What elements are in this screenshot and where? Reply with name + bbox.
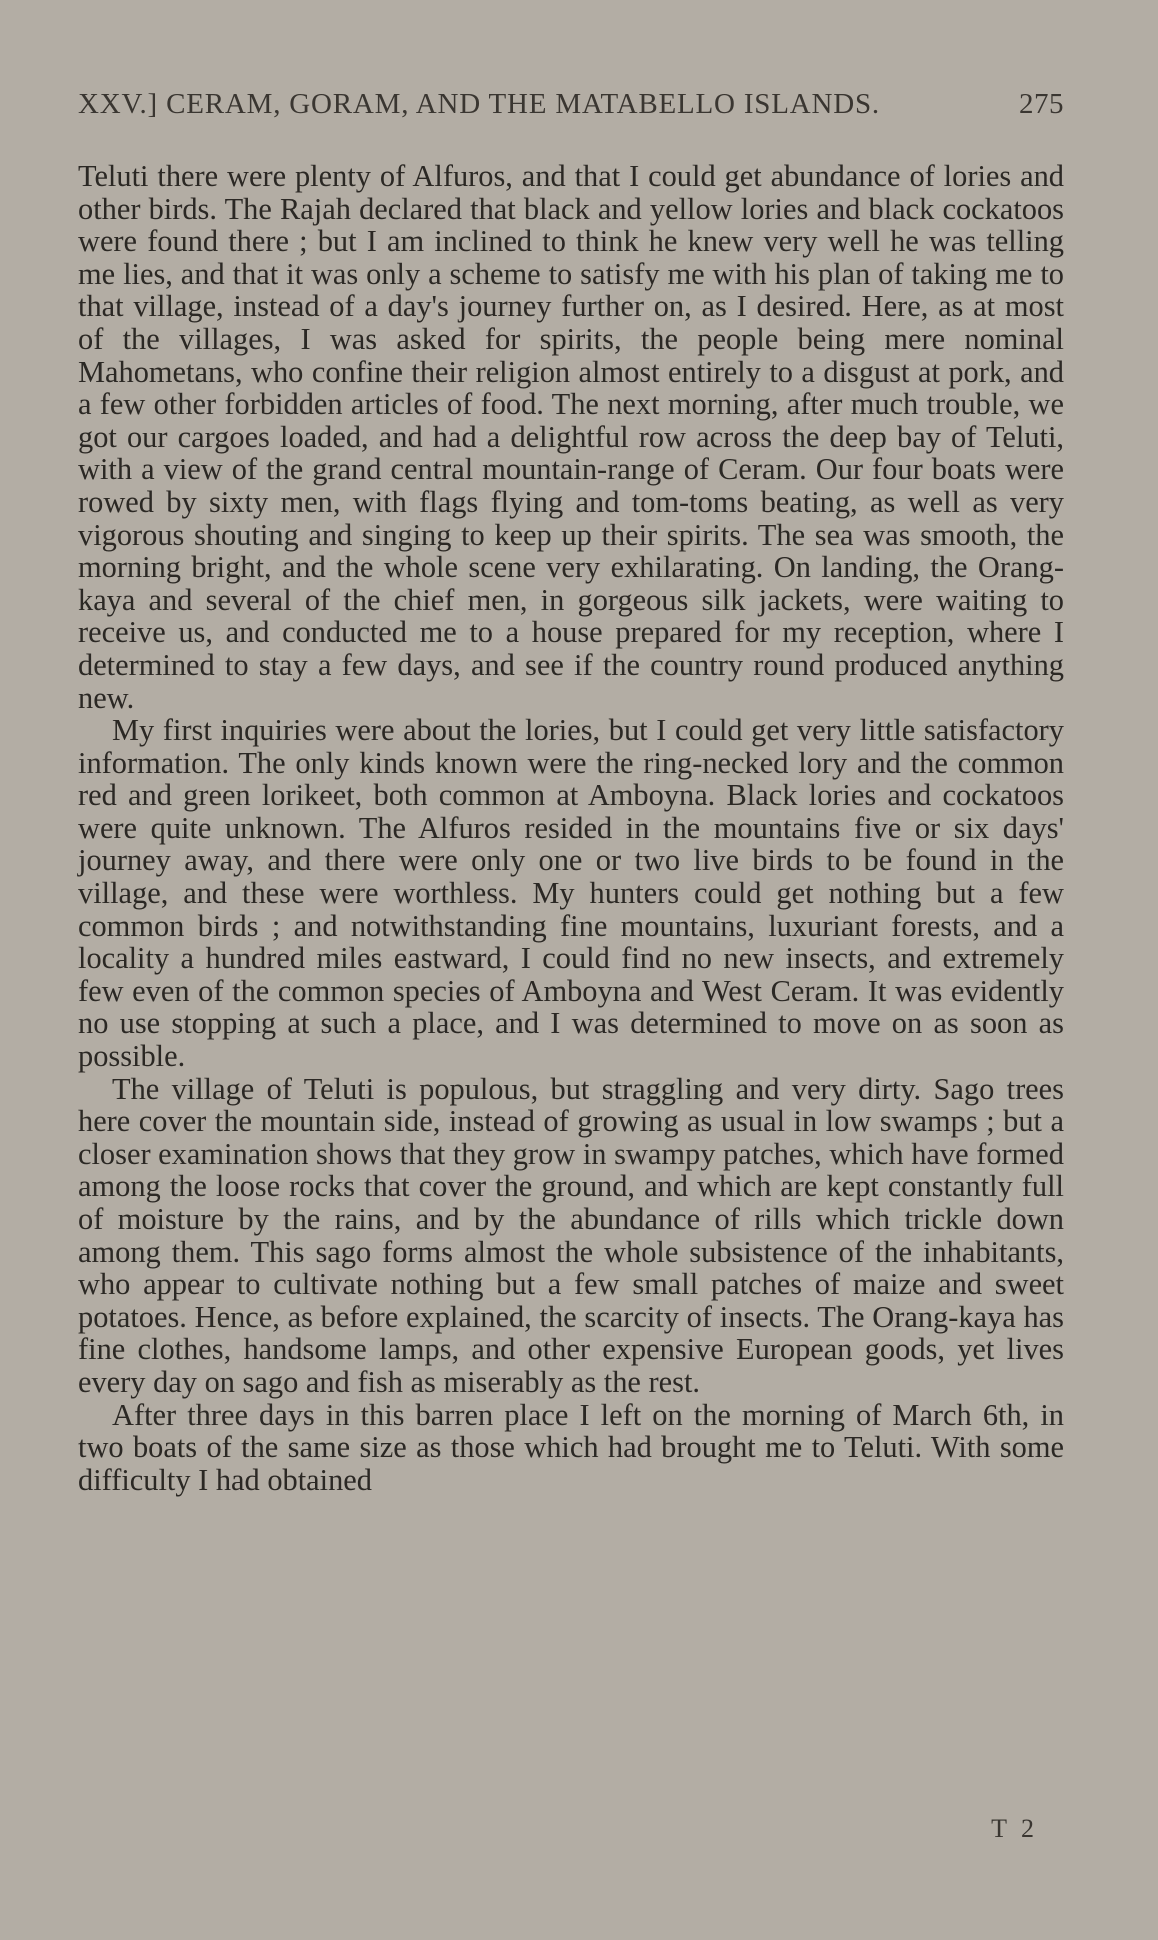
chapter-number: XXV.] — [78, 88, 158, 120]
signature-label: T 2 — [991, 1814, 1038, 1843]
book-page — [78, 88, 1064, 1843]
running-head — [78, 88, 1064, 132]
chapter-title: CERAM, GORAM, AND THE MATABELLO ISLANDS. — [166, 88, 880, 120]
paragraph-2: My first inquiries were about the lories, but I could get very little satisfactory information. The only kinds known were the ring-necked lory and the common red and green lorikeet, both common at Amboyna. Black lories and cockatoos were quite unknown. The Alfuros resided in the mountains five or six days' journey away, and there were only one or two live birds to be found in the village, and these were worthless. My hunters could get nothing but a few common birds ; and notwithstanding fine mountains, luxuriant forests, and a locality a hundred miles eastward, I could find no new insects, and extremely few even of the common species of Amboyna and West Ceram. It was evidently no use stopping at such a place, and I was determined to move on as soon as possible. — [78, 713, 1064, 1074]
signature-mark — [78, 1814, 1064, 1844]
running-title — [78, 88, 880, 121]
paragraph-3: The village of Teluti is populous, but straggling and very dirty. Sago trees here cover the mountain side, instead of growing as usual in low swamps ; but a closer examination shows that they grow in swampy patches, which have formed among the loose rocks that cover the ground, and which are kept constantly full of moisture by the rains, and by the abundance of rills which trickle down among them. This sago forms almost the whole subsistence of the inhabitants, who appear to cultivate nothing but a few small patches of maize and sweet potatoes. Hence, as before explained, the scarcity of insects. The Orang-kaya has fine clothes, handsome lamps, and other expensive European goods, yet lives every day on sago and fish as miserably as the rest. — [78, 1071, 1064, 1399]
body-text — [78, 160, 1064, 1496]
page-number: 275 — [1019, 88, 1064, 120]
paragraph-4: After three days in this barren place I left on the morning of March 6th, in two boats of the same size as those which had brought me to Teluti. With some difficulty I had obtained — [78, 1397, 1064, 1497]
paragraph-1: Teluti there were plenty of Alfuros, and that I could get abundance of lories and other birds. The Rajah declared that black and yellow lories and black cockatoos were found there ; but I am inclined to think he knew very well he was telling me lies, and that it was only a scheme to satisfy me with his plan of taking me to that village, instead of a day's journey further on, as I desired. Here, as at most of the villages, I was asked for spirits, the people being mere nominal Mahometans, who confine their religion almost entirely to a disgust at pork, and a few other forbidden articles of food. The next morning, after much trouble, we got our cargoes loaded, and had a delightful row across the deep bay of Teluti, with a view of the grand central mountain-range of Ceram. Our four boats were rowed by sixty men, with flags flying and tom-toms beating, as well as very vigorous shouting and singing to keep up their spirits. The sea was smooth, the morning bright, and the whole scene very exhilarating. On landing, the Orang-kaya and several of the chief men, in gorgeous silk jackets, were waiting to receive us, and conducted me to a house prepared for my reception, where I determined to stay a few days, and see if the country round produced anything new. — [78, 159, 1064, 715]
